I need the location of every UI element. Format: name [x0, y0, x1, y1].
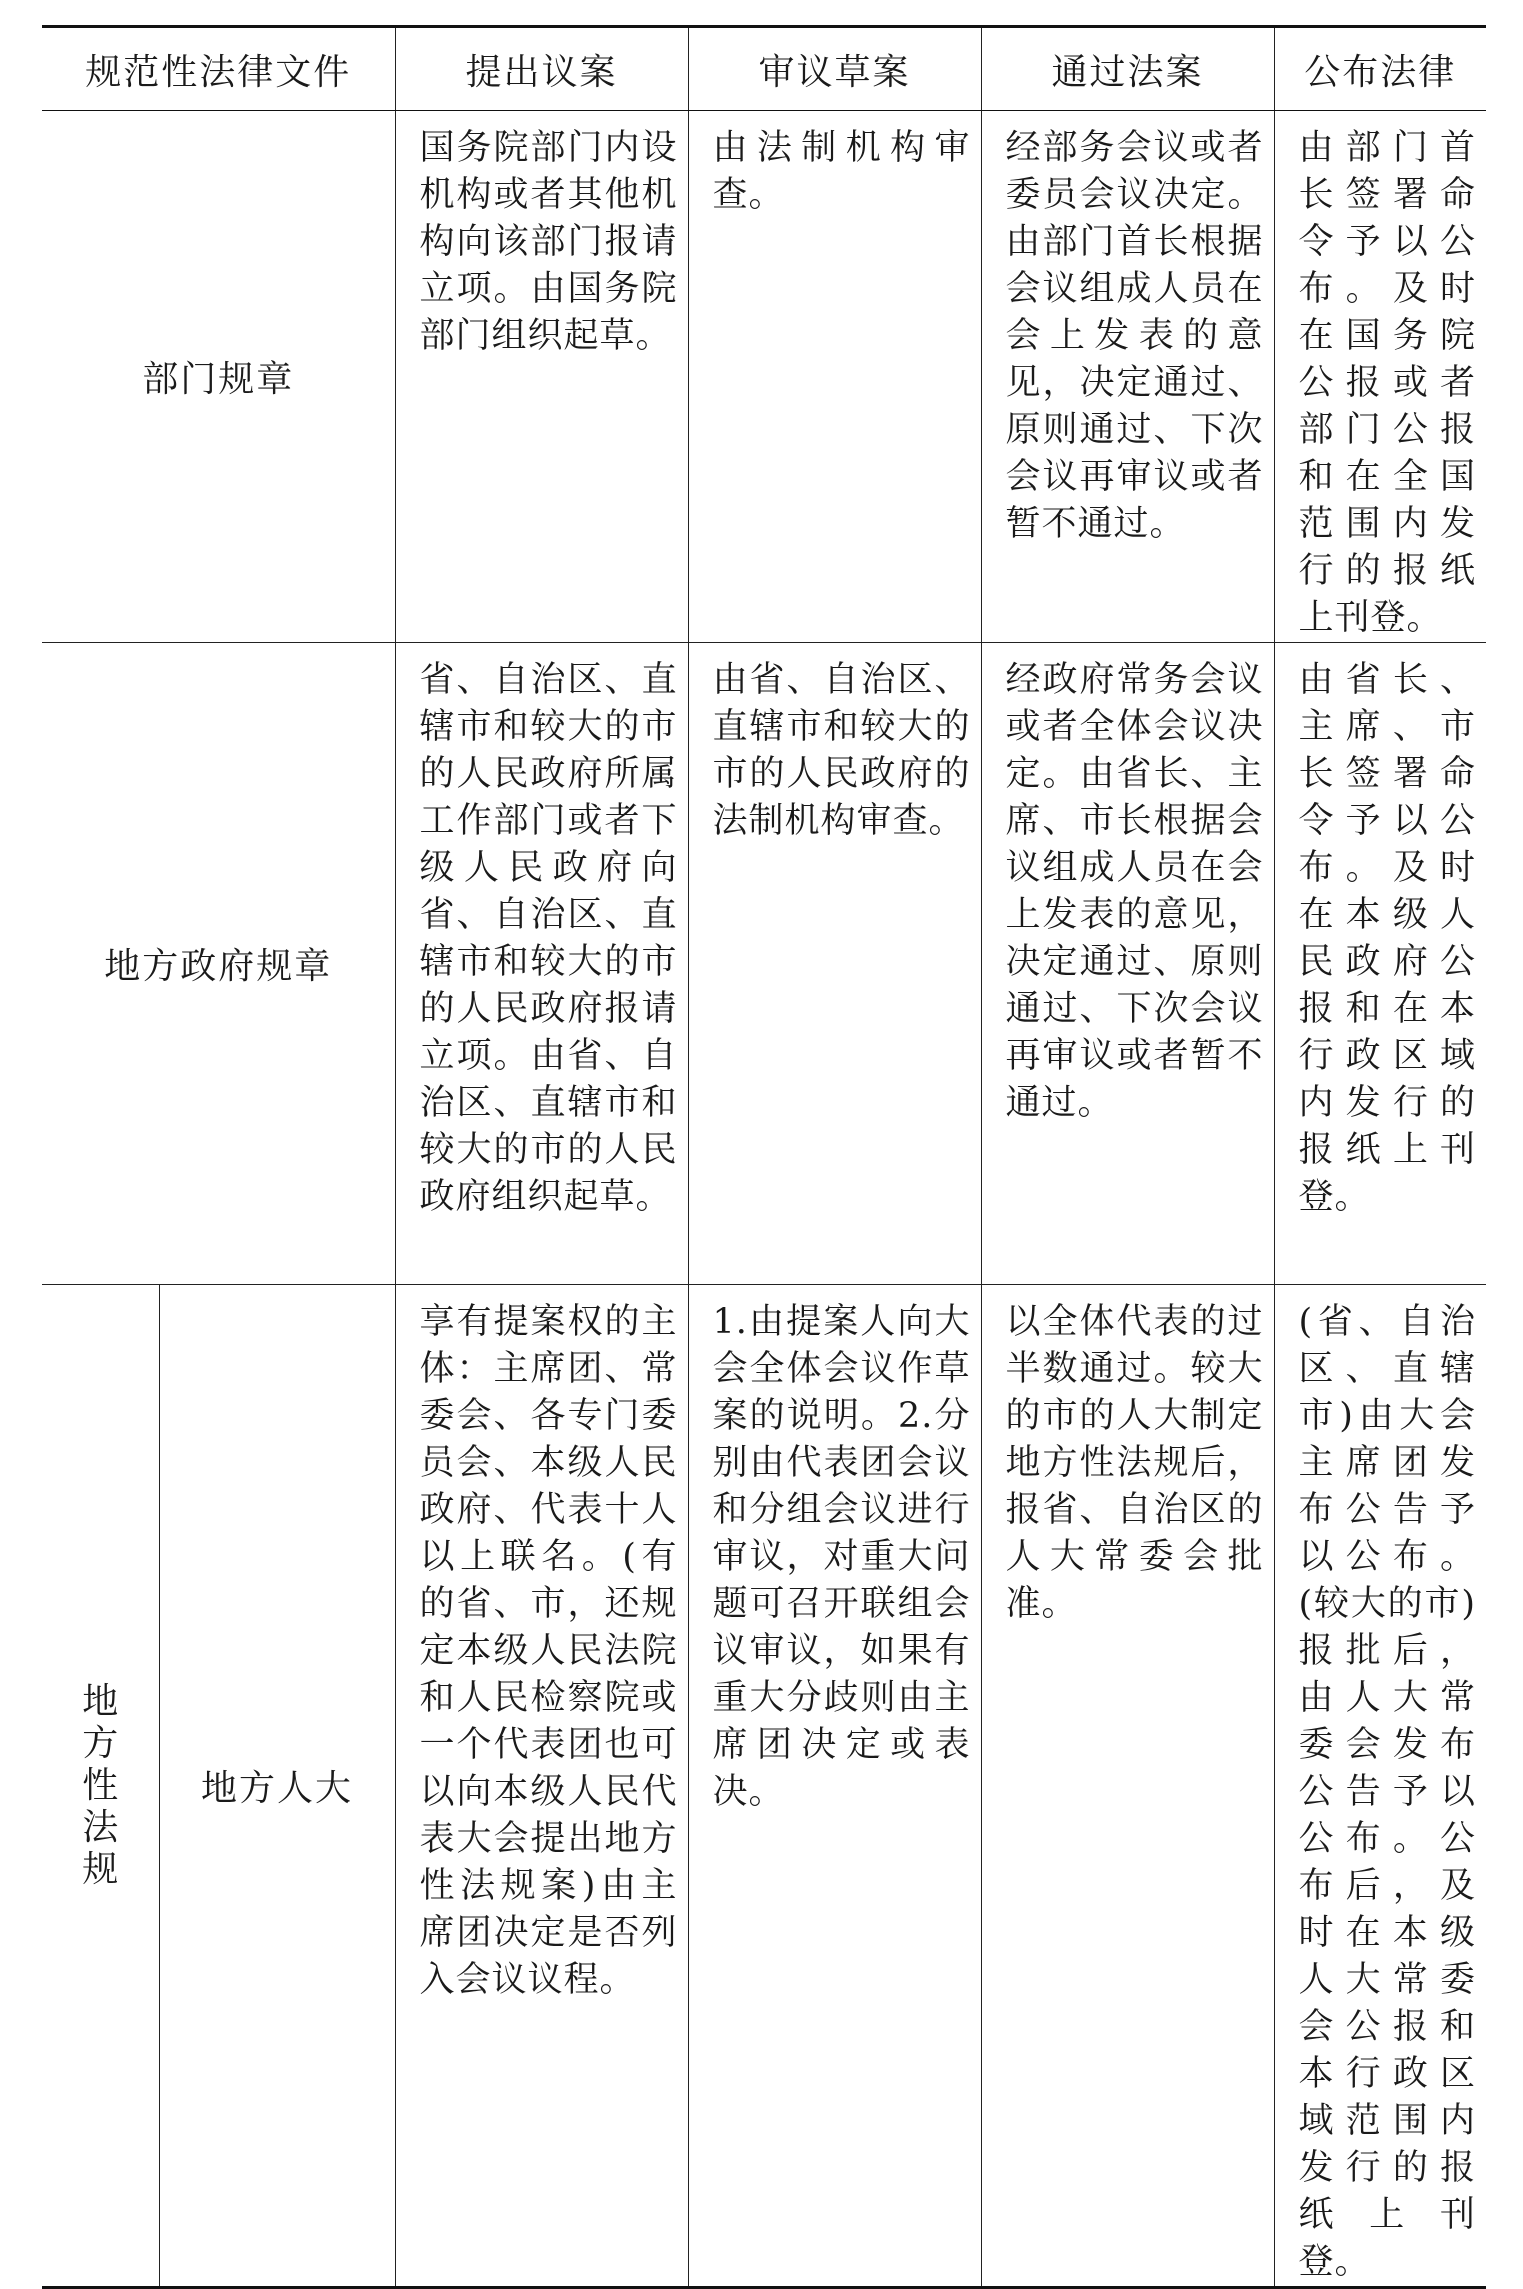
review-cell: 1.由提案人向大会全体会议作草案的说明。2.分别由代表团会议和分组会议进行审议，对重大问题可召开联组会议审议，如果有重大分歧则由主席团决定或表决。 — [688, 1285, 981, 2288]
row-label: 地方人大 — [159, 1285, 395, 2288]
propose-cell: 省、自治区、直辖市和较大的市的人民政府所属工作部门或者下级人民政府向省、自治区、直辖市和较大的市的人民政府报请立项。由省、自治区、直辖市和较大的市的人民政府组织起草。 — [395, 643, 688, 1285]
group-label-text: 地方性法规 — [82, 1680, 119, 1890]
table-row — [42, 643, 1486, 1285]
publish-cell: (省、自治区、直辖市)由大会主席团发布公告予以公布。(较大的市)报批后，由人大常委会发布公告予以公布。公布后，及时在本级人大常委会公报和本行政区域范围内发行的报纸上刊登。 — [1274, 1285, 1486, 2288]
publish-cell: 由省长、主席、市长签署命令予以公布。及时在本级人民政府公报和在本行政区域内发行的报纸上刊登。 — [1274, 643, 1486, 1285]
review-cell: 由法制机构审查。 — [688, 111, 981, 643]
pass-cell: 以全体代表的过半数通过。较大的市的人大制定地方性法规后，报省、自治区的人大常委会批准。 — [981, 1285, 1274, 2288]
propose-cell: 享有提案权的主体：主席团、常委会、各专门委员会、本级人民政府、代表十人以上联名。(有的省、市，还规定本级人民法院和人民检察院或一个代表团也可以向本级人民代表大会提出地方性法规案)由主席团决定是否列入会议议程。 — [395, 1285, 688, 2288]
document-page — [42, 25, 1486, 2289]
legislation-procedure-table — [42, 25, 1486, 2289]
group-label — [42, 1285, 159, 2288]
propose-cell: 国务院部门内设机构或者其他机构向该部门报请立项。由国务院部门组织起草。 — [395, 111, 688, 643]
pass-cell: 经政府常务会议或者全体会议决定。由省长、主席、市长根据会议组成人员在会上发表的意见，决定通过、原则通过、下次会议再审议或者暂不通过。 — [981, 643, 1274, 1285]
header-document-type: 规范性法律文件 — [42, 27, 395, 111]
header-publish: 公布法律 — [1274, 27, 1486, 111]
publish-cell: 由部门首长签署命令予以公布。及时在国务院公报或者部门公报和在全国范围内发行的报纸上刊登。 — [1274, 111, 1486, 643]
table-header-row — [42, 27, 1486, 111]
row-label: 部门规章 — [42, 111, 395, 643]
review-cell: 由省、自治区、直辖市和较大的市的人民政府的法制机构审查。 — [688, 643, 981, 1285]
header-propose: 提出议案 — [395, 27, 688, 111]
header-pass: 通过法案 — [981, 27, 1274, 111]
table-row — [42, 1285, 1486, 2288]
row-label: 地方政府规章 — [42, 643, 395, 1285]
header-review: 审议草案 — [688, 27, 981, 111]
table-row — [42, 111, 1486, 643]
pass-cell: 经部务会议或者委员会议决定。由部门首长根据会议组成人员在会上发表的意见，决定通过、原则通过、下次会议再审议或者暂不通过。 — [981, 111, 1274, 643]
